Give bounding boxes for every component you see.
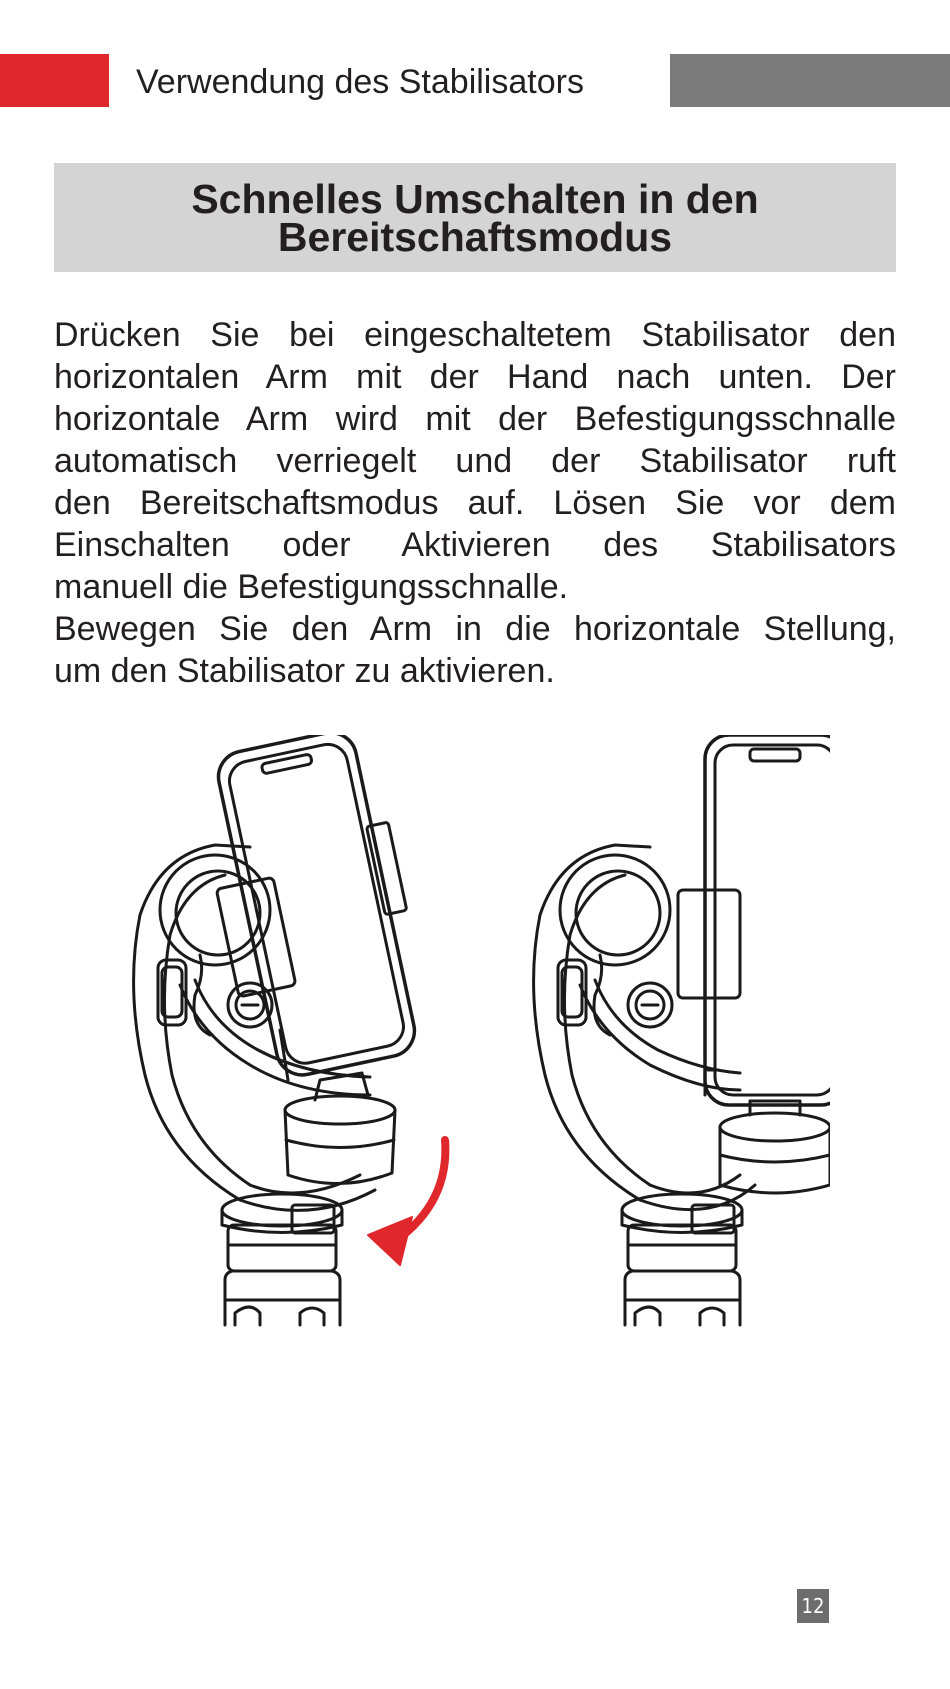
body-line: horizontalen Arm mit der Hand nach unten. Der: [54, 358, 896, 396]
page-heading: [191, 175, 759, 260]
body-line: Bewegen Sie den Arm in die horizontale Stellung,: [54, 610, 896, 648]
heading-line-2: Bereitschaftsmodus: [277, 213, 673, 260]
header-gray-bar: [670, 54, 950, 107]
body-line: Drücken Sie bei eingeschaltetem Stabilisator den: [54, 316, 896, 354]
body-line: manuell die Befestigungsschnalle.: [54, 568, 569, 606]
heading-line-1: Schnelles Umschalten in den: [191, 175, 759, 222]
body-line: den Bereitschaftsmodus auf. Lösen Sie vor dem: [54, 484, 896, 522]
body-text: [54, 314, 896, 692]
page-number: 12: [797, 1589, 829, 1623]
body-line: horizontale Arm wird mit der Befestigungsschnalle: [54, 400, 896, 438]
body-line: automatisch verriegelt und der Stabilisator ruft: [54, 442, 896, 480]
heading-box: [54, 163, 896, 272]
gimbal-illustration: [100, 735, 830, 1340]
body-line: um den Stabilisator zu aktivieren.: [54, 652, 555, 690]
rotation-arrow-icon: [368, 1140, 445, 1265]
gimbal-unfolded-icon: [534, 735, 830, 1325]
header-accent-bar: [0, 54, 109, 107]
body-line: Einschalten oder Aktivieren des Stabilisators: [54, 526, 896, 564]
section-title: Verwendung des Stabilisators: [136, 63, 584, 101]
